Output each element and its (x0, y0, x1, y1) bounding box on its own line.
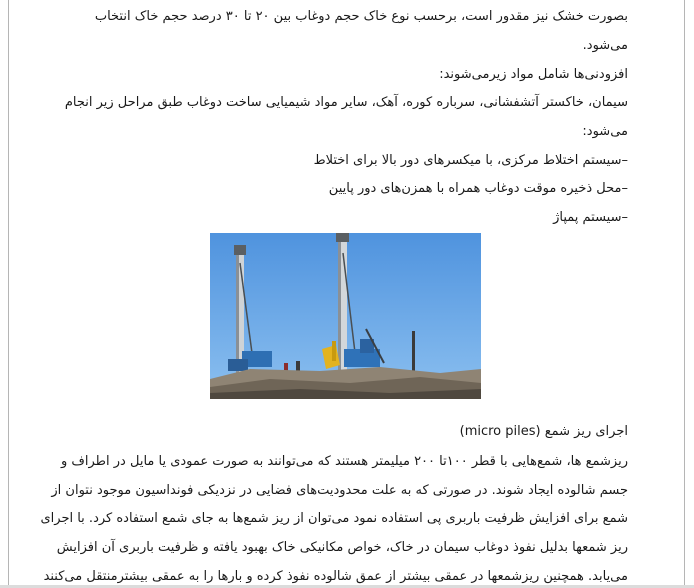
page-border-left (8, 0, 9, 588)
step-item-pumping: –سیستم پمپاژ (553, 210, 628, 225)
section2-line3: شمع برای افزایش ظرفیت باربری پی استفاده نمود می‌توان از ریز شمع‌ها به جای شمع استفاده کرد. با اجرای (40, 511, 628, 526)
step-item-storage: –محل ذخیره موقت دوغاب همراه با همزن‌های دور پایین (328, 181, 628, 196)
section2-heading: اجرای ریز شمع (micro piles) (459, 424, 628, 439)
additives-heading: افزودنی‌ها شامل مواد زیرمی‌شوند: (439, 67, 628, 82)
drilling-rigs-photo (210, 233, 481, 399)
section2-line5: می‌یابد. همچنین ریزشمعها در عمقی بیشتر از عمق شالوده نفوذ کرده و بارها را به عمقی بیشترمنتقل می‌کنند (43, 569, 628, 584)
section2-line4: ریز شمعها بدلیل نفوذ دوغاب سیمان در خاک، خواص مکانیکی خاک بهبود یافته و ظرفیت باربری آن افزایش (56, 540, 628, 555)
step-item-mixing: –سیستم اختلاط مرکزی، با میکسرهای دور بالا برای اختلاط (313, 153, 628, 168)
section2-line1: ریزشمع ها، شمع‌هایی با قطر ۱۰۰تا ۲۰۰ میلیمتر هستند که می‌توانند به صورت عمودی یا مایل در اطراف و (61, 454, 628, 469)
page-border-right (684, 0, 685, 588)
paragraph1-line2: می‌شود. (582, 38, 628, 53)
additives-line1: سیمان، خاکستر آتشفشانی، سرباره کوره، آهک، سایر مواد شیمیایی ساخت دوغاب طبق مراحل زیر انجام (64, 95, 628, 110)
additives-line2: می‌شود: (582, 124, 628, 139)
section2-line2: جسم شالوده ایجاد شوند. در صورتی که به علت محدودیت‌های فضایی در نزدیکی فونداسیون موجود نتوان از (51, 483, 628, 498)
paragraph1-line1: بصورت خشک نیز مقدور است، برحسب نوع خاک حجم دوغاب بین ۲۰ تا ۳۰ درصد حجم خاک انتخاب (94, 9, 628, 24)
